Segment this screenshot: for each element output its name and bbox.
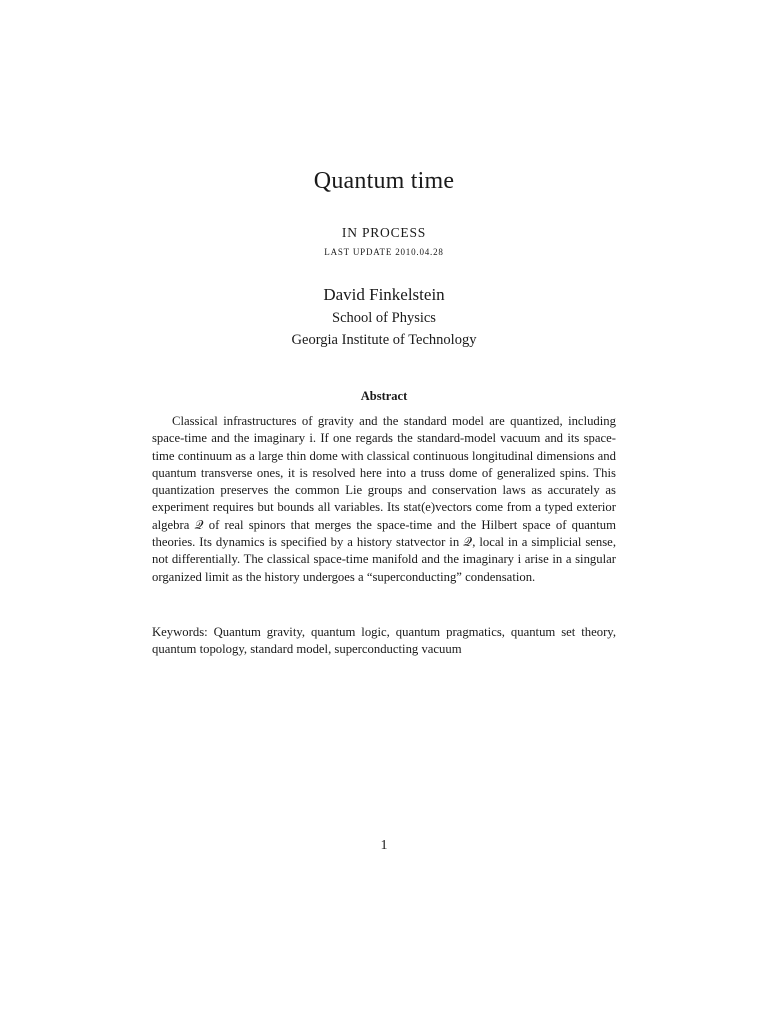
last-update-date: LAST UPDATE 2010.04.28 — [324, 247, 444, 257]
page-number: 1 — [380, 838, 388, 853]
author-affiliation-school: School of Physics — [332, 310, 436, 326]
author-affiliation-institute: Georgia Institute of Technology — [291, 332, 477, 348]
author-name: David Finkelstein — [323, 285, 445, 304]
abstract-text: Classical infrastructures of gravity and the standard model are quantized, including space-time and the imaginary i. If one regards the standard-model vacuum and its space-time continuum as a large thin dome with classical continuous longitudinal dimensions and quantum transverse ones, it is resolved here into a truss dome of generalized spins. This quantization preserves the common Lie groups and conservation laws as accurately as experiment requires but bounds all variables. Its stat(e)vectors come from a typed exterior algebra 𝒬 of real spinors that merges the space-time and the Hilbert space of quantum theories. Its dynamics is specified by a history statvector in 𝒬, local in a simplicial sense, not differentially. The classical space-time manifold and the imaginary i arise in a singular organized limit as the history undergoes a “superconducting” condensation. — [152, 414, 616, 584]
paper-title: Quantum time — [313, 168, 455, 194]
abstract-heading: Abstract — [360, 389, 408, 403]
keywords-text: Keywords: Quantum gravity, quantum logic, quantum pragmatics, quantum set theory, quantum topology, standard model, superconducting vacuum — [152, 625, 616, 657]
paper-status: IN PROCESS — [341, 225, 427, 240]
